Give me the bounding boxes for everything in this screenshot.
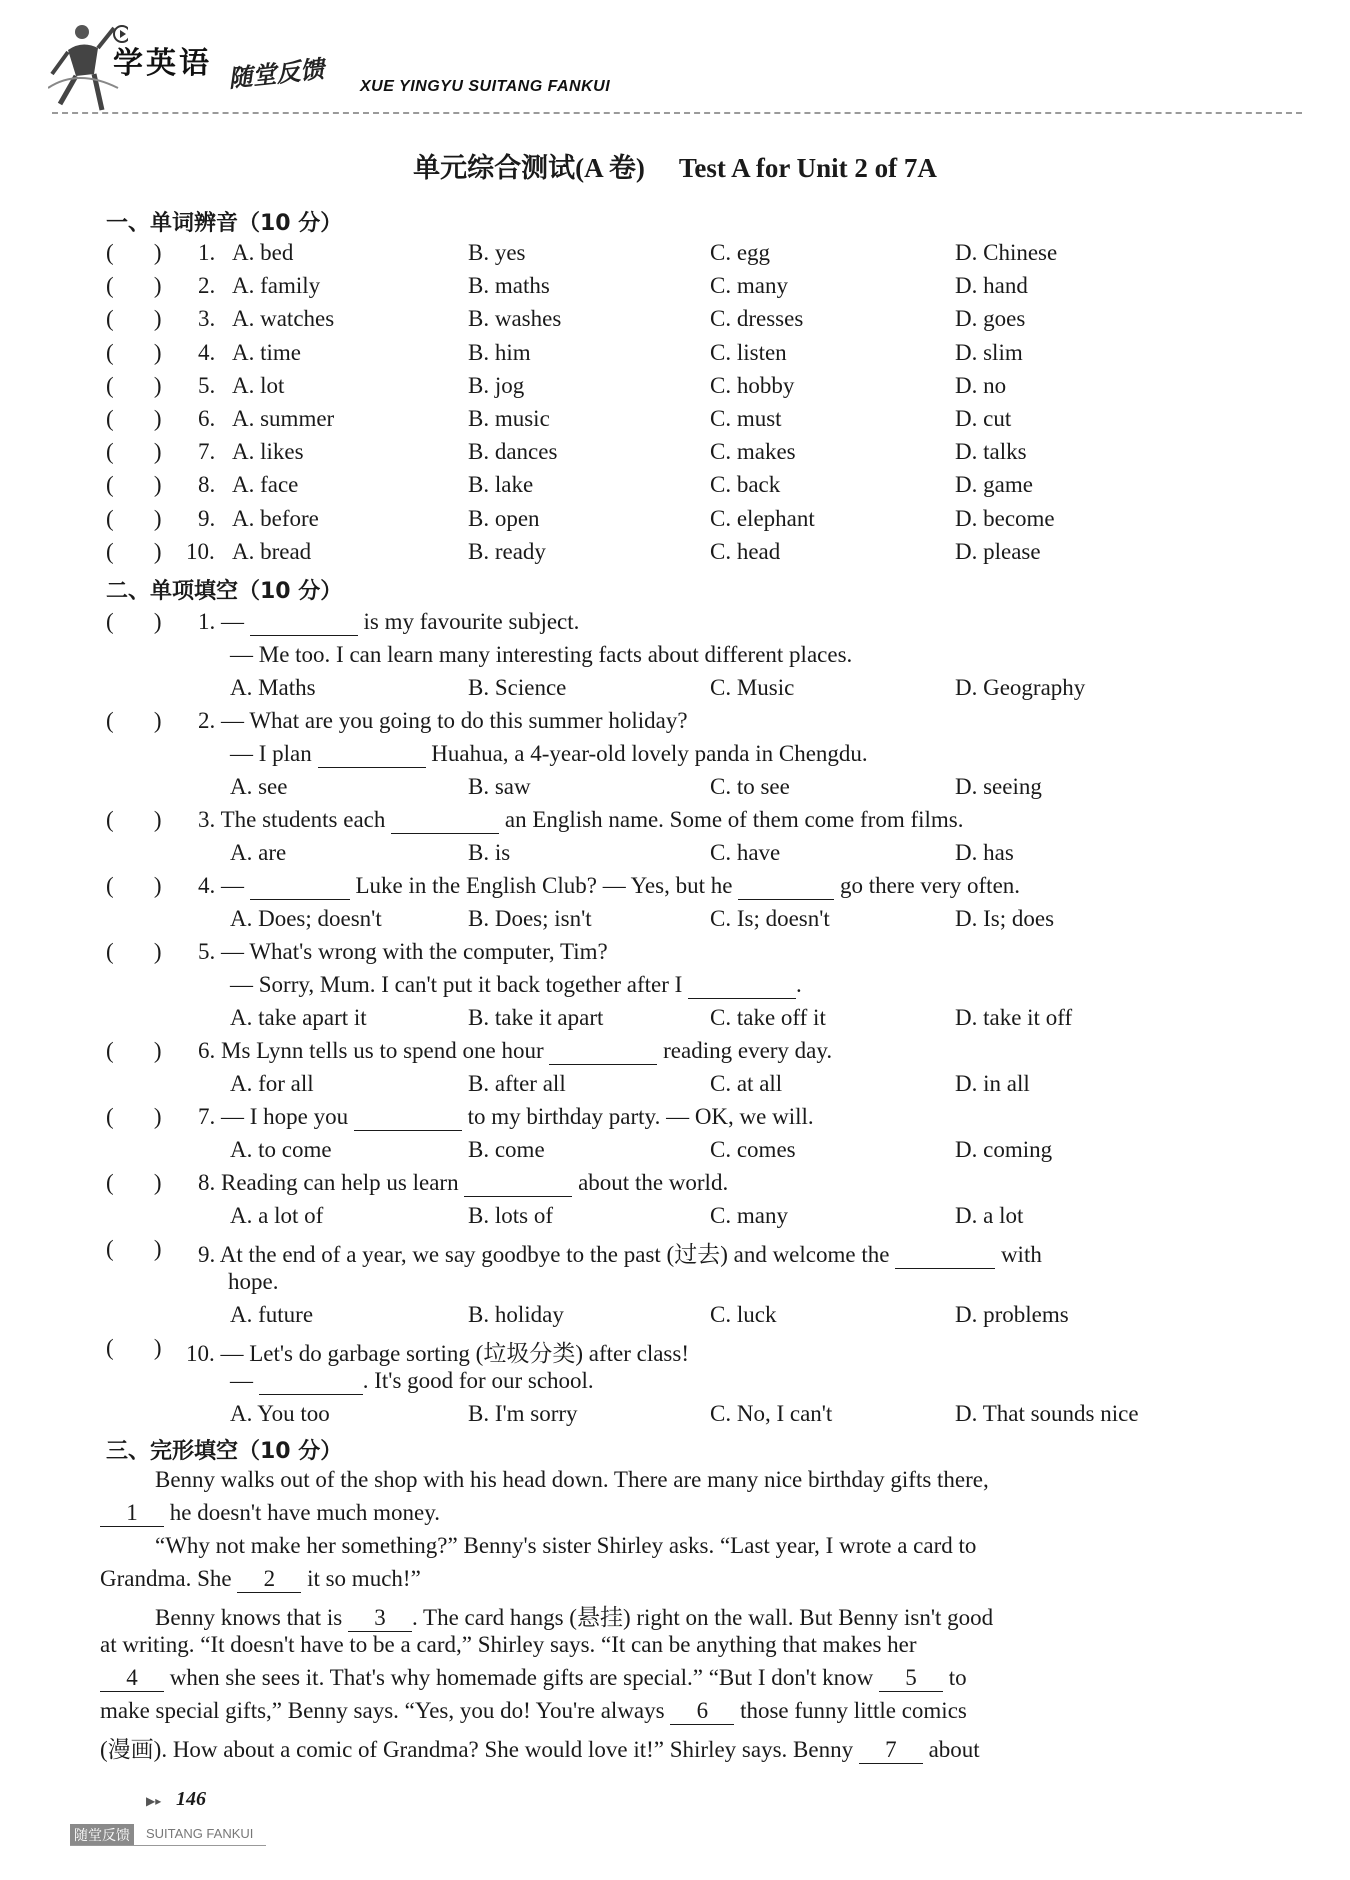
option-b: B. jog: [468, 372, 525, 398]
footer-label: 随堂反馈: [70, 1824, 134, 1846]
option-d: D. talks: [955, 439, 1027, 465]
fill-blank[interactable]: [895, 1242, 995, 1269]
passage-line: (漫画). How about a comic of Grandma? She would love it!” Shirley says. Benny 7 about: [100, 1737, 980, 1762]
question-number: 6.: [198, 406, 216, 431]
page-number: 146: [176, 1788, 206, 1810]
option-d: D. please: [955, 538, 1041, 564]
section-2-heading: 二、单项填空（10 分）: [106, 579, 343, 604]
option-c: C. elephant: [710, 505, 815, 531]
option-b: B. maths: [468, 273, 550, 299]
logo-title: 学英语: [113, 46, 212, 81]
option-b: B. come: [468, 1137, 545, 1162]
option-a: A. see: [230, 774, 288, 799]
option-a: A. a lot of: [230, 1203, 324, 1228]
title-en: Test A for Unit 2 of 7A: [678, 153, 937, 183]
question-4: 4. — Luke in the English Club? — Yes, but he go there very often.: [198, 873, 1021, 898]
option-a: A. bread: [232, 538, 312, 564]
arrow-icon: ▶▸: [146, 1794, 162, 1808]
logo-pinyin: XUE YINGYU SUITANG FANKUI: [360, 78, 611, 95]
option-a: A. summer: [232, 406, 335, 431]
option-b: B. Science: [468, 675, 567, 700]
option-d: D. Geography: [955, 675, 1086, 700]
option-d: D. no: [955, 372, 1007, 398]
option-a: A. before: [232, 505, 319, 531]
option-c: C. luck: [710, 1302, 777, 1327]
option-b: B. take it apart: [468, 1005, 604, 1030]
option-c: C. head: [710, 538, 781, 564]
passage-line: Grandma. She 2 it so much!”: [100, 1566, 421, 1591]
fill-blank[interactable]: [738, 873, 834, 900]
option-a: A. Maths: [230, 675, 316, 700]
question-number: 9.: [198, 505, 216, 531]
option-c: C. to see: [710, 774, 790, 799]
option-a: A. to come: [230, 1137, 332, 1162]
option-c: C. take off it: [710, 1005, 826, 1030]
answer-paren[interactable]: ( ): [106, 240, 162, 265]
fill-blank[interactable]: [250, 873, 350, 900]
option-a: A. family: [232, 273, 321, 299]
option-c: C. No, I can't: [710, 1401, 833, 1426]
question-number: 3.: [198, 306, 216, 332]
option-b: B. dances: [468, 439, 558, 465]
footer-divider: [70, 1845, 266, 1846]
question-number: 1.: [198, 240, 216, 265]
fill-blank[interactable]: [688, 972, 796, 999]
option-d: D. problems: [955, 1302, 1069, 1327]
option-c: C. at all: [710, 1071, 783, 1096]
option-d: D. has: [955, 840, 1014, 865]
option-d: D. take it off: [955, 1005, 1073, 1030]
page-title: [0, 146, 1350, 185]
question-line: — Sorry, Mum. I can't put it back together after I .: [230, 972, 802, 997]
question-line: — I plan Huahua, a 4-year-old lovely panda in Chengdu.: [230, 741, 868, 766]
logo-subtitle: 随堂反馈: [226, 54, 326, 93]
option-a: A. likes: [232, 439, 304, 465]
passage-line: at writing. “It doesn't have to be a card,” Shirley says. “It can be anything that makes her: [100, 1632, 917, 1657]
option-b: B. I'm sorry: [468, 1401, 578, 1426]
section-1-heading: 一、单词辨音（10 分）: [106, 211, 343, 236]
passage-line: make special gifts,” Benny says. “Yes, you do! You're always 6 those funny little comics: [100, 1698, 967, 1723]
option-b: B. lots of: [468, 1203, 553, 1228]
option-c: C. many: [710, 1203, 788, 1228]
answer-paren[interactable]: ( ): [106, 807, 162, 832]
option-d: D. cut: [955, 406, 1012, 431]
fill-blank[interactable]: [318, 741, 426, 768]
cloze-blank-3[interactable]: 3: [348, 1605, 412, 1632]
option-b: B. ready: [468, 538, 546, 564]
fill-blank[interactable]: [464, 1170, 572, 1197]
cloze-blank-1[interactable]: 1: [100, 1500, 164, 1527]
option-a: A. You too: [230, 1401, 330, 1426]
option-c: C. Is; doesn't: [710, 906, 830, 931]
option-d: D. slim: [955, 339, 1023, 365]
question-line: — . It's good for our school.: [230, 1368, 594, 1393]
answer-paren[interactable]: ( ): [106, 1170, 162, 1195]
question-number: 5.: [198, 372, 216, 398]
option-d: D. coming: [955, 1137, 1053, 1162]
option-d: D. become: [955, 505, 1055, 531]
question-number: 4.: [198, 339, 216, 365]
option-a: A. watches: [232, 306, 335, 332]
footer-label-en: SUITANG FANKUI: [146, 1826, 254, 1841]
answer-paren[interactable]: ( ): [106, 306, 162, 332]
option-c: C. Music: [710, 675, 795, 700]
option-c: C. many: [710, 273, 788, 299]
question-10: 10. — Let's do garbage sorting (垃圾分类) after class!: [186, 1341, 689, 1366]
option-a: A. are: [230, 840, 287, 865]
question-1: 1. — is my favourite subject.: [198, 609, 580, 634]
answer-paren[interactable]: ( ): [106, 505, 162, 531]
header-divider: [52, 112, 1302, 114]
option-a: A. time: [232, 339, 301, 365]
option-d: D. Is; does: [955, 906, 1055, 931]
question-number: 2.: [198, 273, 216, 299]
option-a: A. Does; doesn't: [230, 906, 382, 931]
fill-blank[interactable]: [391, 807, 499, 834]
fill-blank[interactable]: [549, 1038, 657, 1065]
fill-blank[interactable]: [354, 1104, 462, 1131]
option-a: A. take apart it: [230, 1005, 367, 1030]
question-6: 6. Ms Lynn tells us to spend one hour reading every day.: [198, 1038, 833, 1063]
answer-paren[interactable]: ( ): [106, 609, 162, 634]
passage-line: “Why not make her something?” Benny's sister Shirley asks. “Last year, I wrote a card to: [155, 1533, 977, 1558]
cloze-blank-4[interactable]: 4: [100, 1665, 164, 1692]
option-c: C. have: [710, 840, 781, 865]
option-a: A. lot: [232, 372, 285, 398]
answer-paren[interactable]: ( ): [106, 1236, 162, 1261]
fill-blank[interactable]: [250, 609, 358, 636]
answer-paren[interactable]: ( ): [106, 1104, 162, 1129]
answer-paren[interactable]: ( ): [106, 472, 162, 498]
answer-paren[interactable]: ( ): [106, 538, 162, 564]
cloze-blank-5[interactable]: 5: [879, 1665, 943, 1692]
question-number: 10.: [186, 538, 215, 564]
option-b: B. open: [468, 505, 540, 531]
option-b: B. music: [468, 406, 550, 431]
answer-paren[interactable]: ( ): [106, 406, 162, 431]
question-9: 9. At the end of a year, we say goodbye to the past (过去) and welcome the with: [198, 1242, 1042, 1267]
option-c: C. makes: [710, 439, 796, 465]
cloze-blank-7[interactable]: 7: [859, 1737, 923, 1764]
option-a: A. bed: [232, 240, 294, 265]
option-b: B. holiday: [468, 1302, 564, 1327]
answer-paren[interactable]: ( ): [106, 273, 162, 299]
option-a: A. future: [230, 1302, 314, 1327]
option-d: D. goes: [955, 306, 1026, 332]
section-3-heading: 三、完形填空（10 分）: [106, 1439, 343, 1464]
option-b: B. saw: [468, 774, 531, 799]
option-d: D. a lot: [955, 1203, 1024, 1228]
question-2: 2. — What are you going to do this summer holiday?: [198, 708, 688, 733]
option-d: D. in all: [955, 1071, 1030, 1096]
option-b: B. washes: [468, 306, 562, 332]
option-b: B. after all: [468, 1071, 566, 1096]
question-8: 8. Reading can help us learn about the world.: [198, 1170, 729, 1195]
fill-blank[interactable]: [259, 1368, 363, 1395]
question-number: 7.: [198, 439, 216, 465]
option-c: C. egg: [710, 240, 771, 265]
title-cn: 单元综合测试(A 卷): [413, 153, 645, 183]
option-b: B. is: [468, 840, 511, 865]
question-3: 3. The students each an English name. Some of them come from films.: [198, 807, 964, 832]
question-number: 8.: [198, 472, 216, 498]
answer-paren[interactable]: ( ): [106, 1335, 162, 1360]
passage-line: Benny knows that is 3 . The card hangs (悬挂) right on the wall. But Benny isn't good: [155, 1605, 994, 1630]
option-b: B. lake: [468, 472, 534, 498]
answer-paren[interactable]: ( ): [106, 939, 162, 964]
option-c: C. back: [710, 472, 781, 498]
option-d: D. game: [955, 472, 1033, 498]
cloze-blank-2[interactable]: 2: [237, 1566, 301, 1593]
option-c: C. comes: [710, 1137, 796, 1162]
question-7: 7. — I hope you to my birthday party. — OK, we will.: [198, 1104, 814, 1129]
passage-line: 1 he doesn't have much money.: [100, 1500, 440, 1527]
option-c: C. must: [710, 406, 782, 431]
option-c: C. listen: [710, 339, 787, 365]
option-c: C. dresses: [710, 306, 804, 332]
answer-paren[interactable]: ( ): [106, 708, 162, 733]
answer-paren[interactable]: ( ): [106, 873, 162, 898]
question-5: 5. — What's wrong with the computer, Tim?: [198, 939, 608, 964]
option-b: B. him: [468, 339, 531, 365]
question-line: — Me too. I can learn many interesting facts about different places.: [230, 642, 853, 667]
answer-paren[interactable]: ( ): [106, 439, 162, 465]
option-a: A. face: [232, 472, 299, 498]
passage-line: Benny walks out of the shop with his head down. There are many nice birthday gifts there,: [155, 1467, 989, 1492]
option-d: D. That sounds nice: [955, 1401, 1139, 1426]
cloze-blank-6[interactable]: 6: [670, 1698, 734, 1725]
option-c: C. hobby: [710, 372, 795, 398]
answer-paren[interactable]: ( ): [106, 1038, 162, 1063]
option-a: A. for all: [230, 1071, 314, 1096]
passage-line: 4 when she sees it. That's why homemade gifts are special.” “But I don't know 5 to: [100, 1665, 967, 1692]
option-d: D. seeing: [955, 774, 1042, 799]
question-line: hope.: [228, 1269, 279, 1294]
answer-paren[interactable]: ( ): [106, 339, 162, 365]
option-b: B. Does; isn't: [468, 906, 592, 931]
answer-paren[interactable]: ( ): [106, 372, 162, 398]
option-b: B. yes: [468, 240, 526, 265]
option-d: D. hand: [955, 273, 1028, 299]
option-d: D. Chinese: [955, 240, 1058, 265]
